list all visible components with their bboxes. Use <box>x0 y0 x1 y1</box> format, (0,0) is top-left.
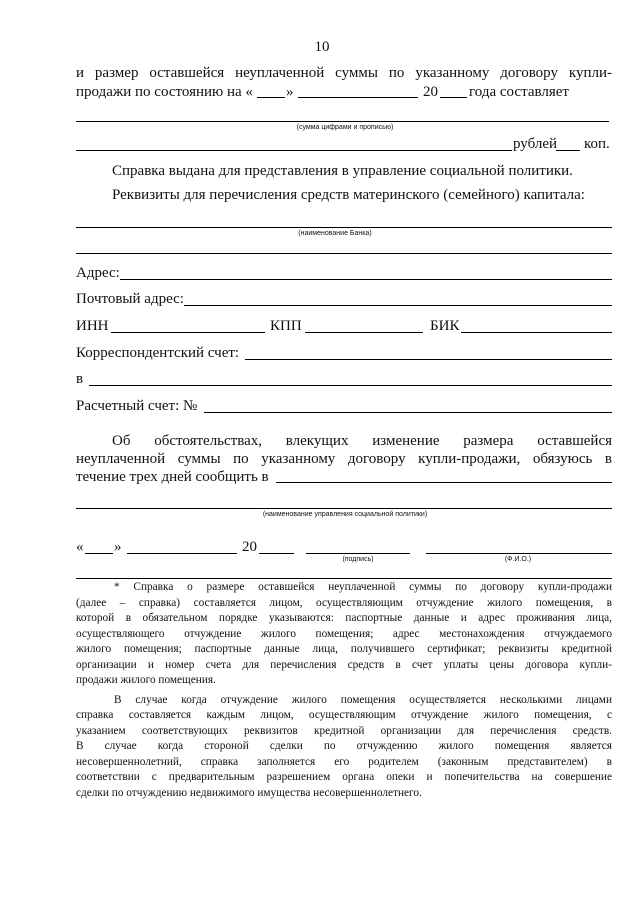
bank-name-field[interactable] <box>76 227 612 228</box>
footnote-line: справка составляется каждым лицом, осуществляющим отчуждение жилого помещения, с <box>76 709 612 721</box>
requisites-heading: Реквизиты для перечисления средств материнского (семейного) капитала: <box>112 187 585 203</box>
footnote-line: В случае когда отчуждение жилого помещения осуществляется несколькими лицами <box>114 693 612 706</box>
address-label: Адрес: <box>76 265 120 281</box>
footnote-line: которой в обязательном порядке указываются: паспортные данные и адрес проживания лица, <box>76 612 612 624</box>
footnote-line: В случае когда стороной сделки по отчуждению жилого помещения является <box>76 740 612 752</box>
corr-account-label: Корреспондентский счет: <box>76 345 240 361</box>
bik-field[interactable] <box>461 332 612 333</box>
sum-field[interactable] <box>76 121 609 122</box>
social-policy-field[interactable] <box>276 482 612 483</box>
footnote <box>76 580 612 801</box>
date-day-blank[interactable] <box>85 553 113 554</box>
kop-blank[interactable] <box>556 150 580 151</box>
intro-line-2-start: продажи по состоянию на « <box>76 84 253 100</box>
kpp-field[interactable] <box>305 332 423 333</box>
signature-field[interactable] <box>306 553 410 554</box>
rub-label: рублей <box>513 136 558 152</box>
date-open-quote: « <box>76 539 84 555</box>
month-blank[interactable] <box>298 97 418 98</box>
intro-line-2-close-quote: » <box>286 84 294 100</box>
sum-field-2[interactable] <box>76 150 512 151</box>
settlement-account-label: Расчетный счет: № <box>76 398 198 414</box>
sum-caption: (сумма цифрами и прописью) <box>296 124 394 131</box>
page-number: 10 <box>314 39 330 55</box>
bik-label: БИК <box>430 318 460 334</box>
footnote-line: сделки по отчуждению недвижимого имущества несовершеннолетнего. <box>76 786 422 799</box>
inn-field[interactable] <box>111 332 265 333</box>
social-policy-field-2[interactable] <box>76 508 612 509</box>
footnote-line: жилого помещения; паспортные данные лица, получившего сертификат; реквизиты кредитной <box>76 643 612 655</box>
signature-caption: (подпись) <box>342 556 374 563</box>
bank-caption: (наименование Банка) <box>298 230 372 237</box>
date-month-blank[interactable] <box>127 553 237 554</box>
intro-line-2-year-prefix: 20 <box>423 84 438 100</box>
obligation-line-3: течение трех дней сообщить в <box>76 469 269 485</box>
year-blank[interactable] <box>440 97 467 98</box>
settlement-account-field[interactable] <box>204 412 612 413</box>
social-caption: (наименование управления социальной политики) <box>262 511 428 518</box>
fio-caption: (Ф.И.О.) <box>504 556 532 563</box>
statement-issued: Справка выдана для представления в управление социальной политики. <box>112 163 573 179</box>
inn-label: ИНН <box>76 318 109 334</box>
footnote-line: продажи жилого помещения. <box>76 674 216 686</box>
date-year-prefix: 20 <box>242 539 257 555</box>
postal-address-label: Почтовый адрес: <box>76 291 184 307</box>
fio-field[interactable] <box>426 553 612 554</box>
bank-name-field-2[interactable] <box>76 253 612 254</box>
obligation-line-1: Об обстоятельствах, влекущих изменение размера оставшейся <box>112 433 612 449</box>
footnote-line: соответствии с предварительным разрешением органа опеки и попечительства на совершение <box>76 771 612 783</box>
corr-account-field[interactable] <box>245 359 612 360</box>
intro-line-2-end: года составляет <box>469 84 569 100</box>
v-label: в <box>76 371 84 387</box>
footnote-line: * Справка о размере оставшейся неуплаченной суммы по договору купли-продажи <box>114 581 612 593</box>
footnote-line: несовершеннолетний, справка заполняется его родителем (законным представителем) в <box>76 755 612 768</box>
postal-address-field[interactable] <box>184 305 612 306</box>
footnote-separator <box>76 578 612 579</box>
footnote-line: указанием соответствующих реквизитов кредитной организации для перечисления средств. <box>76 724 612 737</box>
kop-label: коп. <box>584 136 610 152</box>
footnote-line: организации и номер счета для перечисления средств в счет уплаты цены договора купли- <box>76 658 612 671</box>
day-blank[interactable] <box>257 97 285 98</box>
obligation-line-2: неуплаченной суммы по указанному договору купли-продажи, обязуюсь в <box>76 451 612 467</box>
intro-line-1: и размер оставшейся неуплаченной суммы по указанному договору купли- <box>76 65 612 81</box>
date-close-quote: » <box>114 539 122 555</box>
v-field[interactable] <box>89 385 612 386</box>
footnote-line: (далее – справка) составляется лицом, осуществляющим отчуждение жилого помещения, в <box>76 596 612 609</box>
address-field[interactable] <box>120 279 612 280</box>
footnote-line: осуществляющего отчуждение жилого помещения; адрес местонахождения отчуждаемого <box>76 627 612 640</box>
date-year-blank[interactable] <box>259 553 294 554</box>
kpp-label: КПП <box>270 318 302 334</box>
